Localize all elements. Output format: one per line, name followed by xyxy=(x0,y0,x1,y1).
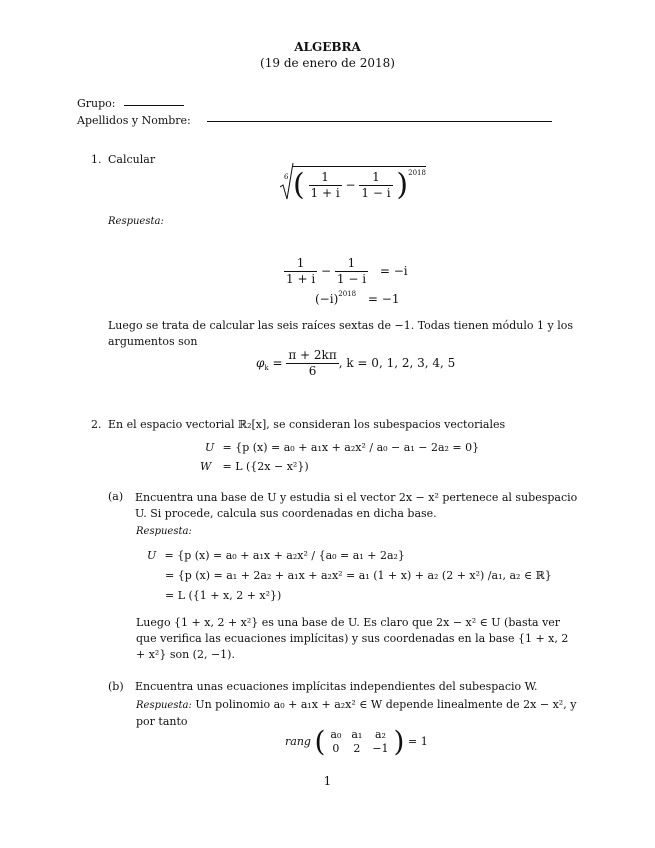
answer-eq2 xyxy=(315,290,399,306)
page-number: 1 xyxy=(323,774,332,788)
part-a-label: (a) xyxy=(108,490,124,503)
eq1-frac2-num: 1 xyxy=(335,256,368,272)
problem1-answer-label: Respuesta: xyxy=(108,216,164,227)
matrix-cell: 0 xyxy=(332,742,340,755)
matrix-cell: a₁ xyxy=(351,728,363,741)
U-def-rhs: = {p (x) = a₀ + a₁x + a₂x² / a₀ − a₁ − 2a₂ = 0} xyxy=(222,441,480,454)
coefficient-matrix xyxy=(325,728,393,756)
eq1-rhs: = −i xyxy=(379,264,408,278)
problem2-statement: En el espacio vectorial ℝ₂[x], se consideran los subespacios vectoriales xyxy=(108,418,506,431)
U-def-lhs: U xyxy=(205,441,215,454)
matrix-cell: a₀ xyxy=(330,728,342,741)
exam-title: ALGEBRA xyxy=(294,40,361,54)
W-definition xyxy=(200,460,309,473)
phi-lhs: φ xyxy=(256,356,265,370)
W-def-lhs: W xyxy=(200,460,212,473)
rank-equation: rang ( a₀ a₁ a₂ 0 2 −1 ) = 1 xyxy=(285,725,428,758)
phi-num: π + 2kπ xyxy=(288,348,337,362)
apellidos-label: Apellidos y Nombre: xyxy=(77,114,191,127)
part-a-line1 xyxy=(147,549,405,562)
open-paren: ( xyxy=(293,167,305,202)
frac1-num: 1 xyxy=(309,170,342,186)
exponent: 2018 xyxy=(408,168,426,177)
phi-eq: = xyxy=(268,356,287,370)
problem2-number: 2. xyxy=(91,418,102,431)
problem1-number: 1. xyxy=(91,153,102,166)
phi-sub: k xyxy=(264,364,269,372)
matrix-cell: −1 xyxy=(372,742,389,755)
problem1-root-expression xyxy=(280,163,426,203)
eq1-frac1-num: 1 xyxy=(284,256,317,272)
eq1-minus: − xyxy=(320,264,332,278)
eq1-frac1-den: 1 + i xyxy=(286,272,316,286)
part-a-line1-lhs: U xyxy=(147,549,157,562)
close-paren: ) xyxy=(396,167,409,202)
part-b-answer-text: Un polinomio a₀ + a₁x + a₂x² ∈ W depende linealmente de 2x − x², y por tanto xyxy=(136,698,577,728)
part-b-text: Encuentra unas ecuaciones implícitas independientes del subespacio W. xyxy=(135,680,538,693)
problem1-prompt: Calcular xyxy=(108,153,156,166)
eq2-lhs: (−i) xyxy=(315,292,339,306)
eq2-rhs: = −1 xyxy=(367,292,400,306)
part-b-answer xyxy=(136,697,581,730)
rang-label: rang xyxy=(285,735,311,748)
part-a-conclusion: Luego {1 + x, 2 + x²} es una base de U. Es claro que 2x − x² ∈ U (basta ver que verifica las ecuaciones implícitas) y sus coordenadas en la base {1 + x, 2 + x²} son (2, −1). xyxy=(136,616,569,661)
matrix-cell: 2 xyxy=(353,742,361,755)
root-index: 6 xyxy=(284,173,289,181)
phi-formula xyxy=(256,348,455,379)
answer-eq1 xyxy=(284,256,408,287)
matrix-row xyxy=(325,742,393,756)
eq1-frac2-den: 1 − i xyxy=(336,272,367,286)
part-a-text: Encuentra una base de U y estudia si el vector 2x − x² pertenece al subespacio U. Si procede, calcula sus coordenadas en dicha base. xyxy=(135,491,578,520)
phi-rest: , k = 0, 1, 2, 3, 4, 5 xyxy=(338,356,456,370)
grupo-label: Grupo: xyxy=(77,97,116,110)
part-a-line3: = L ({1 + x, 2 + x²}) xyxy=(165,589,282,602)
part-a-line1-text: = {p (x) = a₀ + a₁x + a₂x² / {a₀ = a₁ + 2a₂} xyxy=(164,549,405,562)
eq2-exp: 2018 xyxy=(338,290,357,298)
W-def-rhs: = L ({2x − x²}) xyxy=(222,460,309,473)
part-b-answer-label: Respuesta: xyxy=(136,700,192,711)
frac2-num: 1 xyxy=(359,170,392,186)
apellidos-blank-line xyxy=(207,121,552,122)
part-a-line2: = {p (x) = a₁ + 2a₂ + a₁x + a₂x² = a₁ (1 + x) + a₂ (2 + x²) /a₁, a₂ ∈ ℝ} xyxy=(165,569,552,582)
part-a-answer-label: Respuesta: xyxy=(136,526,192,537)
part-b-label: (b) xyxy=(108,680,124,693)
problem1-explanation: Luego se trata de calcular las seis raíces sextas de −1. Todas tienen módulo 1 y los argumentos son xyxy=(108,319,573,348)
radical-sign-icon xyxy=(280,163,294,203)
matrix-cell: a₂ xyxy=(374,728,386,741)
grupo-blank-line xyxy=(124,105,184,106)
frac2-den: 1 − i xyxy=(361,185,391,200)
frac1-den: 1 + i xyxy=(310,185,340,200)
matrix-row xyxy=(325,728,393,742)
phi-den: 6 xyxy=(308,364,317,378)
exam-date: (19 de enero de 2018) xyxy=(260,56,395,70)
rang-result: = 1 xyxy=(407,735,428,748)
U-definition xyxy=(205,441,479,454)
minus-sign: − xyxy=(345,177,356,192)
